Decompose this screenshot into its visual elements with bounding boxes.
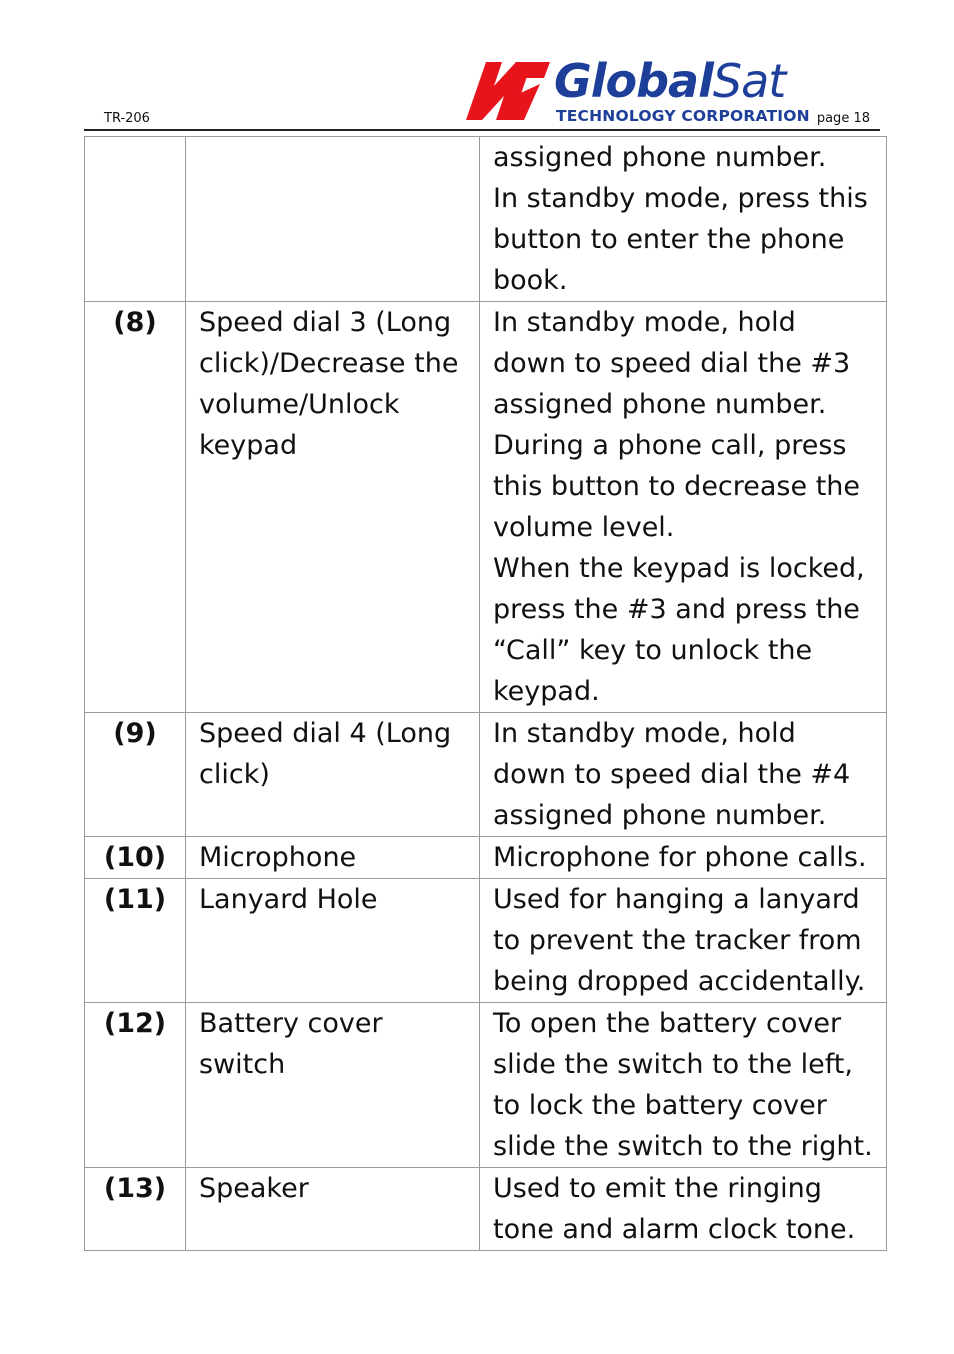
item-name [186,302,480,713]
item-description [480,302,887,713]
item-description-line: assigned phone number. [493,389,827,420]
item-description-line: Microphone for phone calls. [493,842,867,873]
item-name [186,1003,480,1168]
item-name-line: switch [199,1049,286,1080]
item-description-line: down to speed dial the #3 [493,348,851,379]
item-number: (12) [85,1003,186,1168]
page-header [84,50,880,132]
item-description-line: tone and alarm clock tone. [493,1214,856,1245]
item-name-line: Speed dial 4 (Long [199,718,452,749]
item-description-line: To open the battery cover [493,1008,842,1039]
logo-brand-main: Global [554,54,713,108]
globalsat-logo [464,54,814,126]
item-name [186,837,480,879]
item-number [85,137,186,302]
button-description-table [84,136,887,1251]
table-row [85,837,887,879]
logo-wordmark [554,54,785,108]
item-number: (11) [85,879,186,1003]
item-name [186,1168,480,1251]
item-name-line: Speaker [199,1173,309,1204]
item-description-line: button to enter the phone [493,224,845,255]
item-description-line: assigned phone number. [493,142,827,173]
header-rule [84,129,880,131]
item-description-line: slide the switch to the left, [493,1049,853,1080]
item-description [480,879,887,1003]
item-name-line: keypad [199,430,298,461]
table-row [85,713,887,837]
item-name [186,879,480,1003]
table-row [85,137,887,302]
item-description-line: down to speed dial the #4 [493,759,851,790]
item-name-line: Lanyard Hole [199,884,378,915]
item-description-line: Used to emit the ringing [493,1173,822,1204]
item-description-line: “Call” key to unlock the [493,635,813,666]
logo-brand-sat: Sat [712,54,786,108]
item-description-line: book. [493,265,568,296]
item-description [480,1168,887,1251]
item-description-line: When the keypad is locked, [493,553,865,584]
item-description-line: slide the switch to the right. [493,1131,873,1162]
item-description [480,1003,887,1168]
document-id: TR-206 [104,111,150,126]
table-row [85,1168,887,1251]
item-description [480,137,887,302]
item-description-line: Used for hanging a lanyard [493,884,860,915]
item-description-line: being dropped accidentally. [493,966,866,997]
item-number: (10) [85,837,186,879]
table-body [85,137,887,1251]
item-description [480,837,887,879]
item-description-line: this button to decrease the [493,471,861,502]
item-description-line: keypad. [493,676,600,707]
table-row [85,1003,887,1168]
item-description-line: assigned phone number. [493,800,827,831]
item-description-line: During a phone call, press [493,430,847,461]
item-name-line: Speed dial 3 (Long [199,307,452,338]
item-number: (13) [85,1168,186,1251]
page-number: page 18 [816,111,870,126]
logo-subtitle: TECHNOLOGY CORPORATION [556,107,810,125]
table-row [85,879,887,1003]
item-description-line: to prevent the tracker from [493,925,862,956]
item-description-line: In standby mode, press this [493,183,868,214]
item-description-line: In standby mode, hold [493,718,796,749]
item-number: (9) [85,713,186,837]
item-name-line: volume/Unlock [199,389,400,420]
item-description-line: press the #3 and press the [493,594,860,625]
item-name-line: Battery cover [199,1008,383,1039]
item-description-line: volume level. [493,512,675,543]
item-name [186,713,480,837]
item-number: (8) [85,302,186,713]
item-name-line: click)/Decrease the [199,348,459,379]
item-description [480,713,887,837]
globalsat-mark-icon [464,56,552,122]
item-description-line: In standby mode, hold [493,307,796,338]
item-name-line: click) [199,759,270,790]
table-row [85,302,887,713]
item-description-line: to lock the battery cover [493,1090,827,1121]
item-name [186,137,480,302]
item-name-line: Microphone [199,842,357,873]
